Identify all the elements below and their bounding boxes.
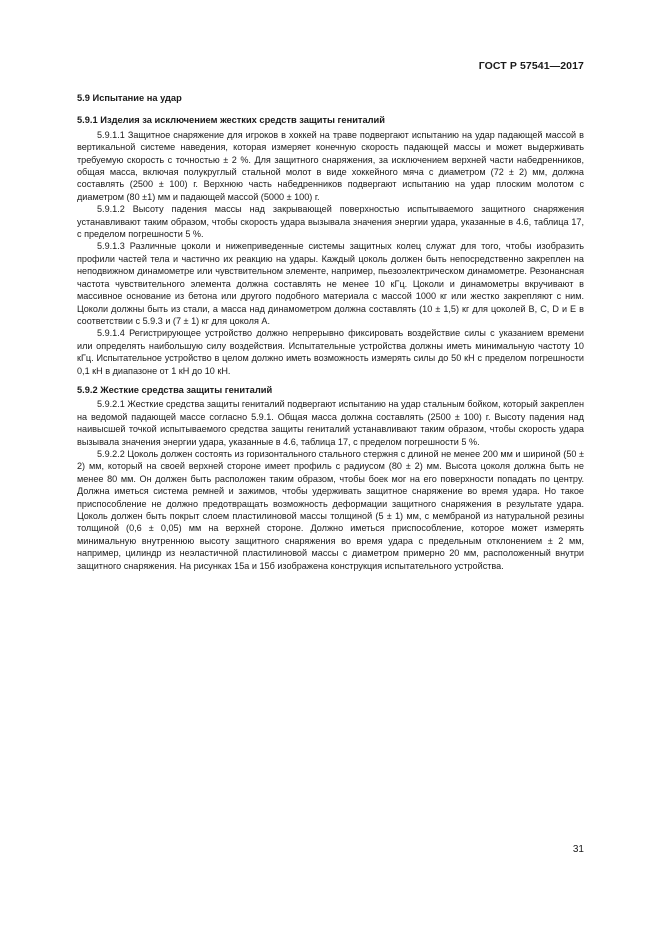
paragraph-5-9-1-2: 5.9.1.2 Высоту падения массы над закрывающей поверхностью испытываемого защитного снаряжения устанавливают таким образом, чтобы скорость удара вызывала значения энергии удара, указанные в 4.6, таблица 17, с пределом погрешности 5 %.: [77, 204, 584, 240]
page-number: 31: [572, 844, 584, 855]
section-title: 5.9 Испытание на удар: [77, 93, 182, 103]
standard-header: ГОСТ Р 57541—2017: [478, 60, 584, 72]
paragraph-5-9-1-1: 5.9.1.1 Защитное снаряжение для игроков в хоккей на траве подвергают испытанию на удар падающей массой в вертикальной системе наведения, которая измеряет конечную скорость падающей массы и может выдерживать требуемую скорость с точностью ± 2 %. Для защитного снаряжения, за исключением верхней части набедренников, общая масса, включая полукруглый стальной молот в виде хоккейного мяча с диаметром (72 ± 2) мм, должна составлять (2500 ± 100) г. Верхнюю часть набедренников подвергают испытанию на удар плоским молотом с диаметром (80 ±1) мм и падающей массой (5000 ± 100) г.: [77, 129, 584, 202]
paragraph-5-9-1-4: 5.9.1.4 Регистрирующее устройство должно непрерывно фиксировать воздействие силы с указанием времени или определять наибольшую силу воздействия. Испытательные устройства должны иметь минимальную частоту 10 кГц. Испытательное устройство в целом должно иметь возможность измерять силы до 50 кН с пределом погрешности 0,1 кН в диапазоне от 1 кН до 10 кН.: [77, 328, 584, 376]
paragraph-5-9-2-2: 5.9.2.2 Цоколь должен состоять из горизонтального стального стержня с длиной не менее 200 мм и шириной (50 ± 2) мм, который на своей верхней стороне имеет профиль с радиусом (80 ± 2) мм. Высота цоколя должна быть не менее 80 мм. Он должен быть расположен таким образом, чтобы боек мог на его поверхности попадать по центру. Должна иметься система ремней и зажимов, чтобы удерживать защитное снаряжение во время удара. Но такое приспособление не должно предотвращать возможность деформации защитного снаряжения в результате удара. Цоколь должен быть покрыт слоем пластилиновой массы толщиной (5 ± 1) мм, с мембраной из натуральной резины толщиной (0,6 ± 0,05) мм на верхней стороне. Должно иметься приспособление, которое может измерять минимальную внутреннюю высоту защитного снаряжения во время удара с предельным отклонением ± 2 мм, например, цилиндр из неэластичной пластилиновой массы с диаметром примерно 20 мм, расположенный внутри защитного снаряжения. На рисунках 15а и 15б изображена конструкция испытательного устройства.: [77, 448, 584, 571]
subsection-title-5-9-2: 5.9.2 Жесткие средства защиты гениталий: [77, 384, 273, 395]
document-body: [77, 92, 584, 572]
paragraph-5-9-2-1: 5.9.2.1 Жесткие средства защиты гениталий подвергают испытанию на удар стальным бойком, который закреплен на ведомой падающей массе согласно 5.9.1. Общая масса должна составлять (2500 ± 100) г. Высоту падения над наивысшей точкой испытываемого средства защиты гениталий устанавливают таким образом, чтобы скорость удара вызывала значения энергии удара, указанные в 4.6, таблица 17, с пределом погрешности 5 %.: [77, 399, 584, 447]
subsection-title-5-9-1: 5.9.1 Изделия за исключением жестких средств защиты гениталий: [77, 115, 385, 126]
paragraph-5-9-1-3: 5.9.1.3 Различные цоколи и нижеприведенные системы защитных колец служат для того, чтобы изобразить профили частей тела и частично их реакцию на удары. Каждый цоколь должен быть непосредственно закреплен на неподвижном динамометре или чувствительном элементе, например, пьезоэлектрическом динамометре. Резонансная частота чувствительного элемента должна составлять не менее 10 кГц. Цоколи и динамометры вкручивают в массивное основание из бетона или другого подобного материала с массой 1000 кг или жестко закрепляют с ним. Цоколи должны быть из стали, а масса над динамометром должна составлять (10 ± 1,5) кг для цоколей B, C, D и E в соответствии с 5.9.3 и (7 ± 1) кг для цоколя A.: [77, 241, 584, 326]
